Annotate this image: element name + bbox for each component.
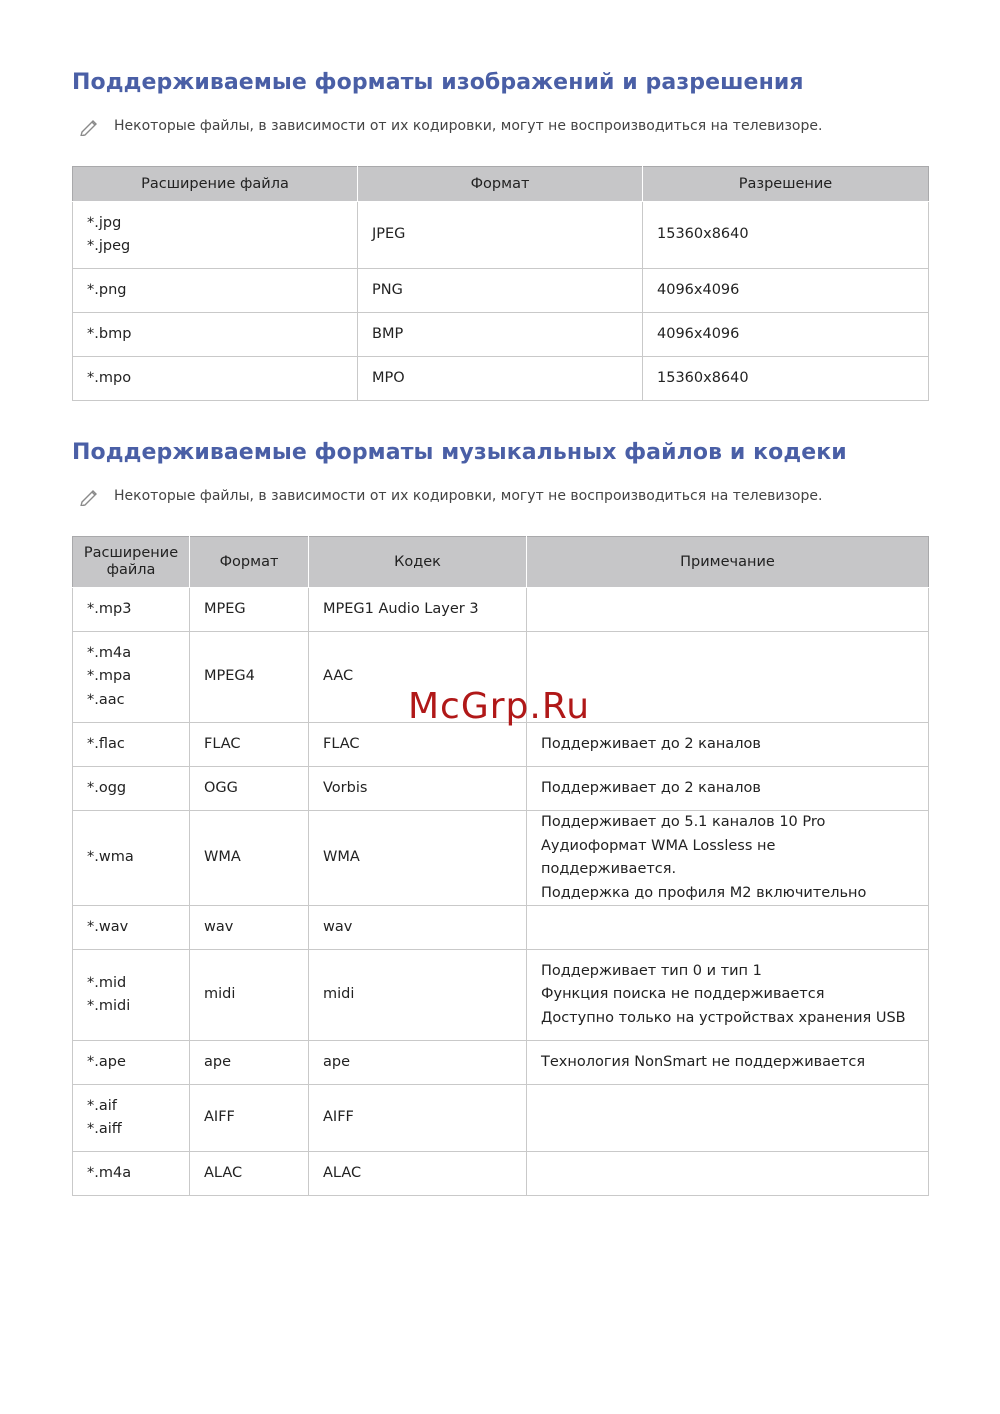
- image-formats-table: [72, 166, 929, 401]
- cell-codec: FLAC: [309, 723, 527, 767]
- header-extension: Расширение файла: [73, 537, 190, 588]
- cell-codec: ALAC: [309, 1152, 527, 1196]
- cell-note: [527, 906, 929, 950]
- cell-extension: *.ape: [73, 1041, 190, 1085]
- pencil-icon: [78, 486, 100, 506]
- cell-format: wav: [190, 906, 309, 950]
- cell-resolution: 4096x4096: [643, 313, 929, 357]
- music-formats-table: [72, 536, 929, 1196]
- cell-format: PNG: [358, 269, 643, 313]
- cell-extension: *.mid *.midi: [73, 950, 190, 1041]
- cell-codec: WMA: [309, 811, 527, 906]
- header-resolution: Разрешение: [643, 167, 929, 202]
- note-text: Некоторые файлы, в зависимости от их кодировки, могут не воспроизводиться на телевизоре.: [114, 488, 823, 504]
- cell-codec: ape: [309, 1041, 527, 1085]
- cell-extension: *.wav: [73, 906, 190, 950]
- cell-format: JPEG: [358, 202, 643, 269]
- cell-format: MPEG4: [190, 632, 309, 723]
- header-format: Формат: [358, 167, 643, 202]
- table-row: [73, 723, 929, 767]
- header-codec: Кодек: [309, 537, 527, 588]
- cell-format: OGG: [190, 767, 309, 811]
- table-row: [73, 202, 929, 269]
- cell-note: Поддерживает до 2 каналов: [527, 767, 929, 811]
- cell-format: FLAC: [190, 723, 309, 767]
- table-row: [73, 950, 929, 1041]
- cell-codec: MPEG1 Audio Layer 3: [309, 588, 527, 632]
- cell-note: [527, 1152, 929, 1196]
- cell-note: [527, 1085, 929, 1152]
- pencil-icon: [78, 116, 100, 136]
- cell-resolution: 15360x8640: [643, 357, 929, 401]
- cell-extension: *.m4a: [73, 1152, 190, 1196]
- cell-resolution: 4096x4096: [643, 269, 929, 313]
- cell-note: [527, 588, 929, 632]
- table-row: [73, 767, 929, 811]
- table-row: [73, 811, 929, 906]
- cell-codec: AAC: [309, 632, 527, 723]
- cell-note: Поддерживает до 2 каналов: [527, 723, 929, 767]
- cell-extension: *.aif *.aiff: [73, 1085, 190, 1152]
- cell-extension: *.png: [73, 269, 358, 313]
- cell-format: BMP: [358, 313, 643, 357]
- cell-note: Поддерживает до 5.1 каналов 10 Pro Аудиоформат WMA Lossless не поддерживается. Поддержка до профиля M2 включительно: [527, 811, 929, 906]
- header-extension: Расширение файла: [73, 167, 358, 202]
- cell-extension: *.mpo: [73, 357, 358, 401]
- section-title-music: Поддерживаемые форматы музыкальных файлов и кодеки: [72, 440, 847, 465]
- table-row: [73, 1085, 929, 1152]
- cell-format: WMA: [190, 811, 309, 906]
- table-row: [73, 269, 929, 313]
- cell-resolution: 15360x8640: [643, 202, 929, 269]
- cell-note: Технология NonSmart не поддерживается: [527, 1041, 929, 1085]
- cell-codec: wav: [309, 906, 527, 950]
- header-note: Примечание: [527, 537, 929, 588]
- cell-format: midi: [190, 950, 309, 1041]
- cell-format: ALAC: [190, 1152, 309, 1196]
- cell-format: MPEG: [190, 588, 309, 632]
- cell-codec: Vorbis: [309, 767, 527, 811]
- cell-format: AIFF: [190, 1085, 309, 1152]
- table-row: [73, 357, 929, 401]
- watermark: McGrp.Ru: [408, 686, 591, 727]
- table-header-row: [73, 167, 929, 202]
- section-title-images: Поддерживаемые форматы изображений и разрешения: [72, 70, 804, 95]
- cell-format: ape: [190, 1041, 309, 1085]
- note-music: [78, 486, 822, 506]
- table-row: [73, 1041, 929, 1085]
- cell-extension: *.ogg: [73, 767, 190, 811]
- cell-extension: *.wma: [73, 811, 190, 906]
- cell-codec: midi: [309, 950, 527, 1041]
- table-row: [73, 906, 929, 950]
- cell-extension: *.flac: [73, 723, 190, 767]
- table-row: [73, 588, 929, 632]
- cell-extension: *.bmp: [73, 313, 358, 357]
- table-header-row: [73, 537, 929, 588]
- table-row: [73, 1152, 929, 1196]
- note-text: Некоторые файлы, в зависимости от их кодировки, могут не воспроизводиться на телевизоре.: [114, 118, 823, 134]
- cell-extension: *.jpg *.jpeg: [73, 202, 358, 269]
- cell-format: MPO: [358, 357, 643, 401]
- cell-extension: *.mp3: [73, 588, 190, 632]
- header-format: Формат: [190, 537, 309, 588]
- table-row: [73, 313, 929, 357]
- note-images: [78, 116, 822, 136]
- cell-extension: *.m4a *.mpa *.aac: [73, 632, 190, 723]
- cell-note: Поддерживает тип 0 и тип 1 Функция поиска не поддерживается Доступно только на устройствах хранения USB: [527, 950, 929, 1041]
- cell-codec: AIFF: [309, 1085, 527, 1152]
